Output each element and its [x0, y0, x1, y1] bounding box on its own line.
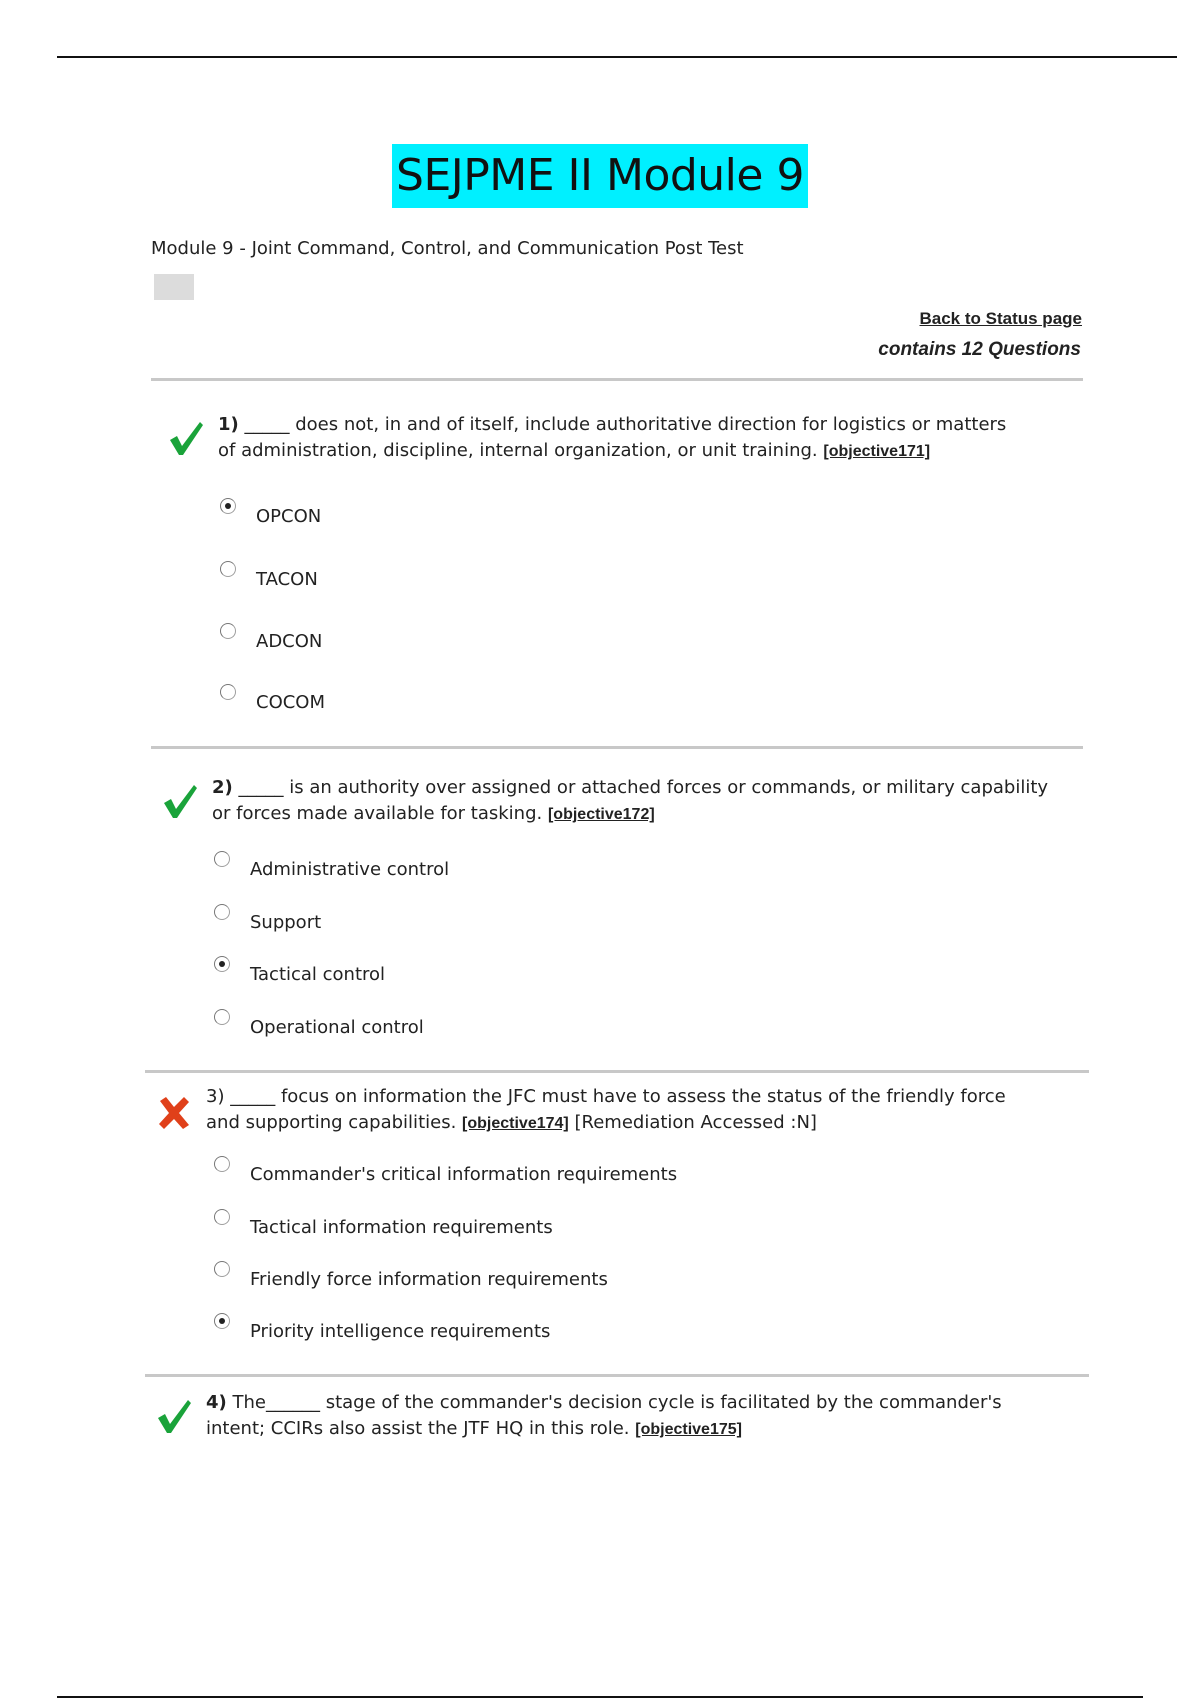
answer-option[interactable] [214, 1313, 714, 1343]
answer-option[interactable] [214, 851, 614, 881]
page-bottom-rule [57, 1696, 1143, 1698]
radio-button[interactable] [214, 1009, 230, 1025]
question-number: 2) [212, 777, 233, 798]
radio-button[interactable] [214, 1156, 230, 1172]
option-label: COCOM [256, 692, 326, 713]
radio-button[interactable] [214, 1261, 230, 1277]
divider [151, 746, 1083, 749]
objective-link[interactable]: [objective171] [823, 443, 931, 460]
objective-link[interactable]: [objective172] [547, 806, 655, 823]
back-to-status-link[interactable]: Back to Status page [919, 309, 1082, 328]
divider [151, 378, 1083, 381]
divider [145, 1374, 1089, 1377]
correct-check-icon [160, 781, 200, 821]
remediation-status: [Remediation Accessed :N] [574, 1112, 817, 1133]
page-top-rule [57, 56, 1177, 58]
question-text-line2: intent; CCIRs also assist the JTF HQ in this role. [206, 1418, 630, 1439]
page-title: SEJPME II Module 9 [392, 144, 808, 208]
radio-button[interactable] [220, 623, 236, 639]
option-label: Commander's critical information requirements [250, 1164, 678, 1185]
correct-check-icon [166, 418, 206, 458]
option-label: TACON [256, 569, 318, 590]
answer-option[interactable] [220, 561, 520, 591]
option-label: Priority intelligence requirements [250, 1321, 551, 1342]
question-text-line1: _____ is an authority over assigned or attached forces or commands, or military capability [238, 777, 1049, 798]
question-text [206, 1390, 1076, 1443]
test-subtitle: Module 9 - Joint Command, Control, and Communication Post Test [151, 238, 744, 259]
option-label: Support [250, 912, 322, 933]
objective-link[interactable]: [objective174] [462, 1115, 569, 1132]
radio-button[interactable] [220, 561, 236, 577]
question-text-line2: and supporting capabilities. [206, 1112, 457, 1133]
question-count: contains 12 Questions [878, 339, 1081, 360]
question-text-line1: _____ does not, in and of itself, include authoritative direction for logistics or matters [244, 414, 1007, 435]
question-number: 1) [218, 414, 239, 435]
answer-option[interactable] [214, 956, 614, 986]
option-label: OPCON [256, 506, 322, 527]
question-text-line2: of administration, discipline, internal organization, or unit training. [218, 440, 818, 461]
incorrect-x-icon [154, 1093, 194, 1133]
question-number: 3) [206, 1086, 225, 1107]
answer-option[interactable] [214, 904, 614, 934]
question-text [218, 412, 1058, 465]
correct-check-icon [154, 1396, 194, 1436]
question-text-line1: _____ focus on information the JFC must have to assess the status of the friendly force [230, 1086, 1006, 1107]
answer-option[interactable] [214, 1156, 714, 1186]
question-text [206, 1084, 1076, 1137]
answer-option[interactable] [220, 498, 520, 528]
radio-button[interactable] [220, 684, 236, 700]
objective-link[interactable]: [objective175] [635, 1421, 742, 1438]
question-number: 4) [206, 1392, 227, 1413]
option-label: Operational control [250, 1017, 424, 1038]
title-wrap [0, 144, 1200, 208]
option-label: Friendly force information requirements [250, 1269, 608, 1290]
option-label: Administrative control [250, 859, 450, 880]
radio-button[interactable] [214, 1313, 230, 1329]
option-label: Tactical information requirements [250, 1217, 553, 1238]
question-text-line2: or forces made available for tasking. [212, 803, 543, 824]
option-label: ADCON [256, 631, 323, 652]
radio-button[interactable] [220, 498, 236, 514]
question-text-line1: The______ stage of the commander's decision cycle is facilitated by the commander's [232, 1392, 1002, 1413]
question-text [212, 775, 1072, 828]
divider [145, 1070, 1089, 1073]
radio-button[interactable] [214, 956, 230, 972]
answer-option[interactable] [214, 1261, 714, 1291]
answer-option[interactable] [214, 1209, 714, 1239]
answer-option[interactable] [220, 684, 520, 714]
radio-button[interactable] [214, 851, 230, 867]
radio-button[interactable] [214, 904, 230, 920]
answer-option[interactable] [220, 623, 520, 653]
placeholder-button[interactable] [154, 274, 194, 300]
option-label: Tactical control [250, 964, 386, 985]
radio-button[interactable] [214, 1209, 230, 1225]
answer-option[interactable] [214, 1009, 614, 1039]
